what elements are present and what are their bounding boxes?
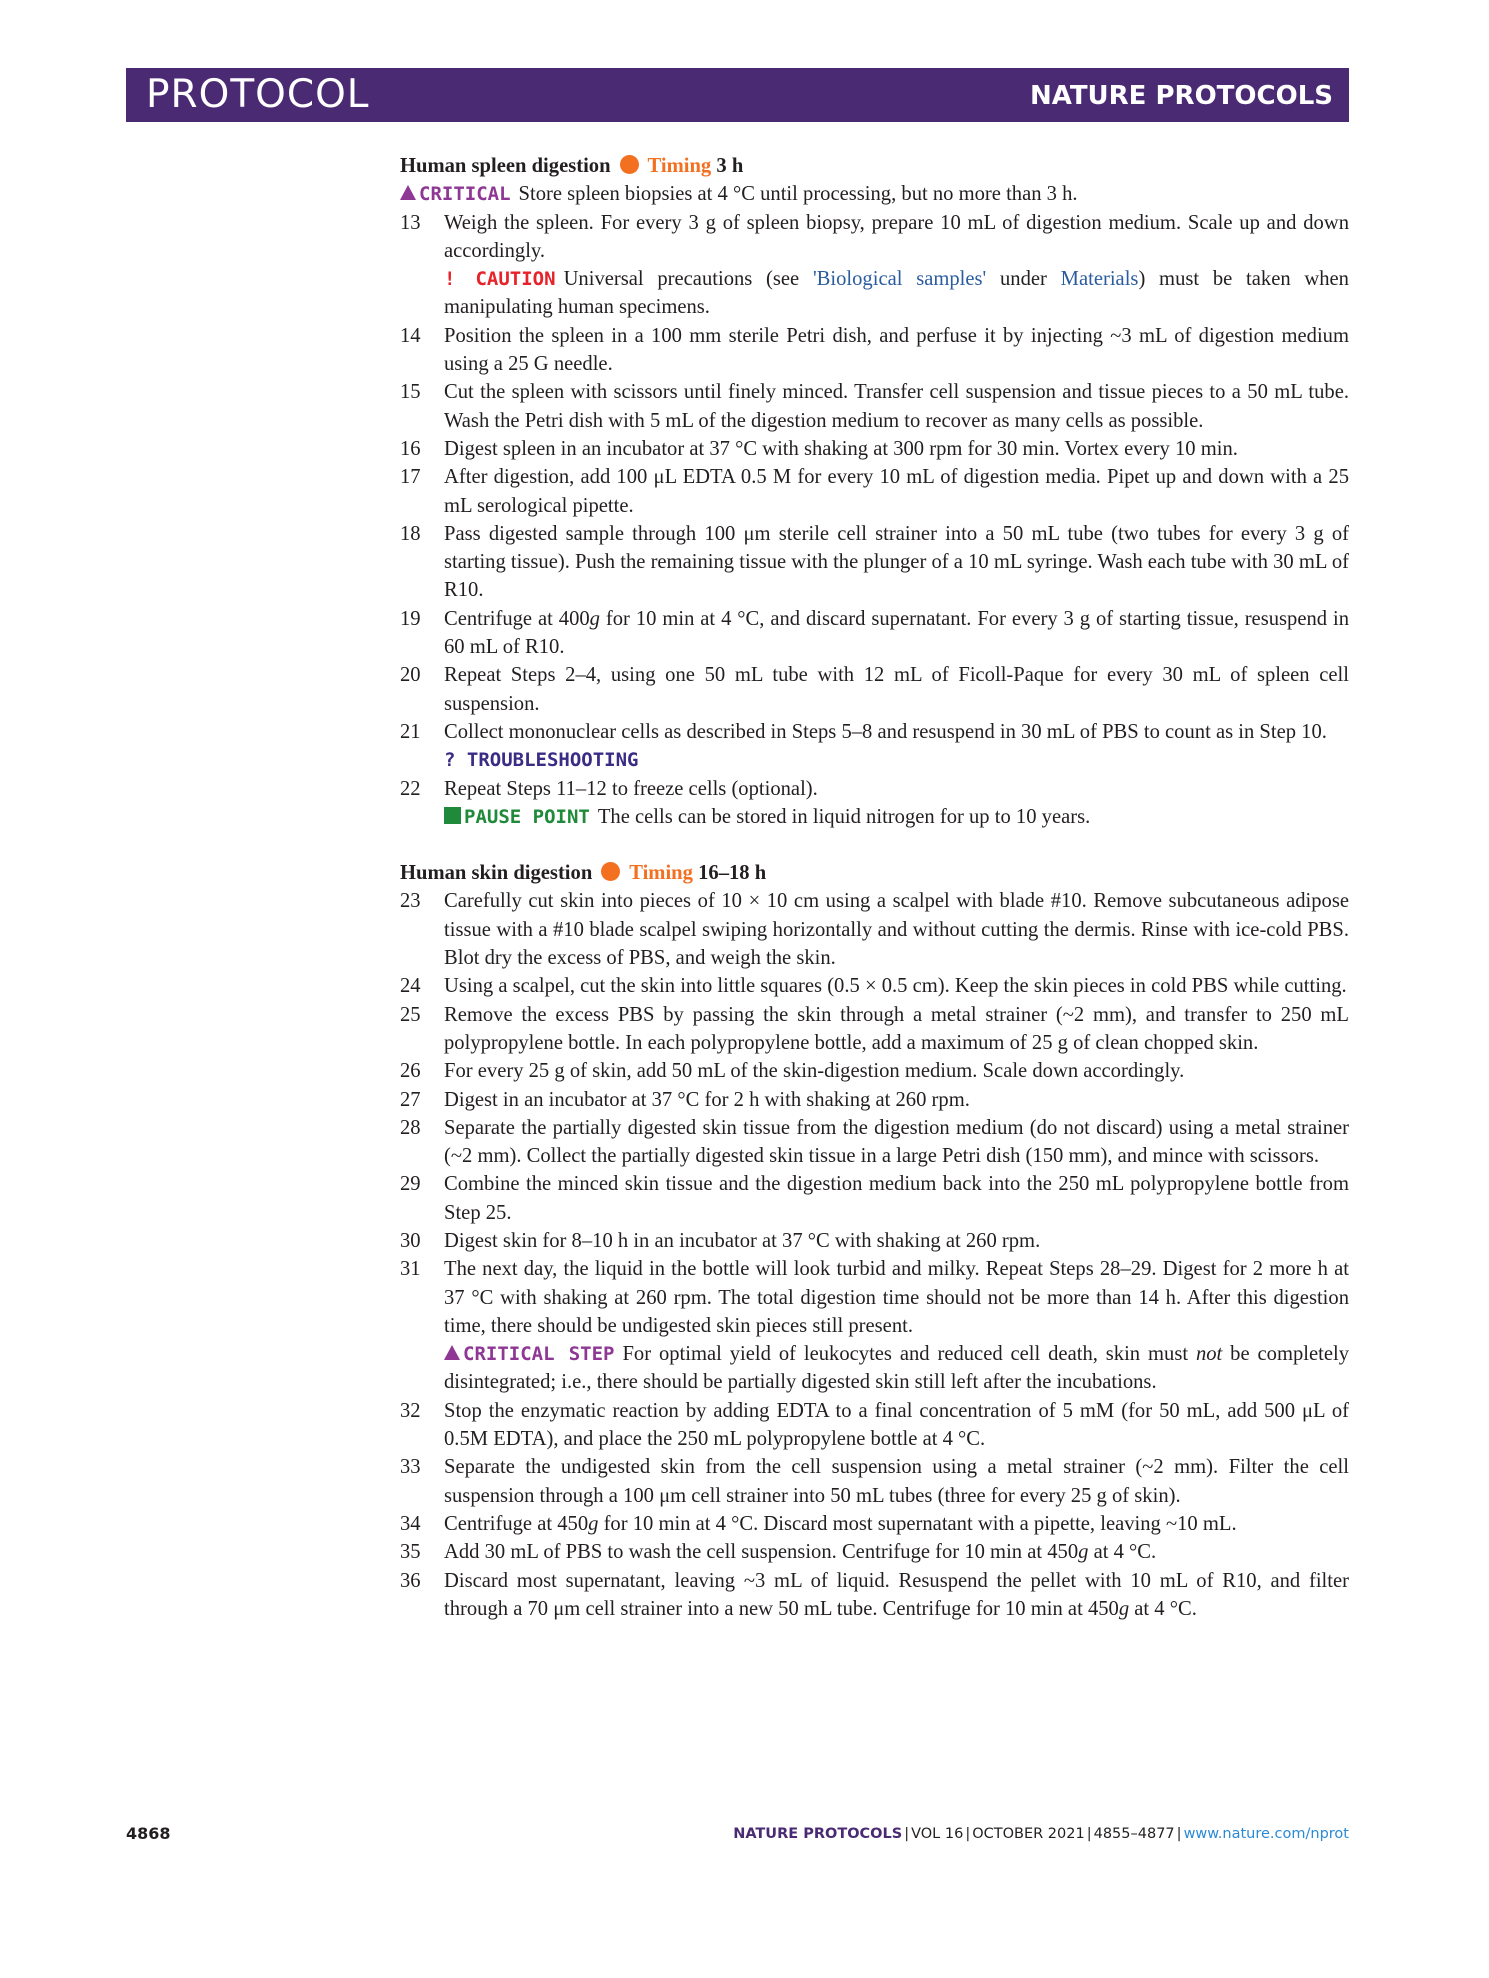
caution-text: under [986,268,1061,291]
step-text: Carefully cut skin into pieces of 10 × 10 cm using a scalpel with blade #10. Remove subcutaneous adipose tissue with a #10 blade scalpel swiping horizontally and without cutting the dermis. Rinse with ice-cold PBS. Blot dry the excess of PBS, and weigh the skin. [444,890,1349,970]
footer-pages: 4855–4877 [1093,1826,1175,1842]
page-number: 4868 [126,1824,171,1843]
critical-triangle-icon [444,1345,460,1360]
step-number: 36 [400,1569,421,1592]
pause-point-note [400,803,1349,831]
step-21 [400,718,1349,746]
step-text: Digest in an incubator at 37 °C for 2 h with shaking at 260 rpm. [444,1088,970,1111]
step-number: 20 [400,664,421,687]
step-number: 18 [400,522,421,545]
critical-step-emphasis: not [1195,1343,1223,1366]
step-19 [400,605,1349,662]
step-number: 28 [400,1116,421,1139]
step-text: Discard most supernatant, leaving ~3 mL of liquid. Resuspend the pellet with 10 mL of R10, and filter through a 70 μm cell strainer into a new 50 mL tube. Centrifuge for 10 min at 450g at 4 °C. [444,1569,1349,1620]
step-text: Weigh the spleen. For every 3 g of spleen biopsy, prepare 10 mL of digestion medium. Scale up and down accordingly. [444,211,1349,262]
step-text: Stop the enzymatic reaction by adding EDTA to a final concentration of 5 mM (for 50 mL, add 500 μL of 0.5M EDTA), and place the 250 mL polypropylene bottle at 4 °C. [444,1399,1349,1451]
step-16 [400,435,1349,463]
footer-separator: | [965,1826,971,1842]
step-number: 21 [400,720,421,743]
step-29 [400,1170,1349,1227]
step-14 [400,322,1349,379]
step-text: Centrifuge at 400g for 10 min at 4 °C, and discard supernatant. For every 3 g of starting tissue, resuspend in 60 mL of R10. [444,607,1349,659]
step-text: Digest spleen in an incubator at 37 °C with shaking at 300 rpm for 30 min. Vortex every 10 min. [444,437,1238,460]
step-number: 29 [400,1173,421,1196]
step-15 [400,378,1349,435]
step-number: 17 [400,466,421,489]
critical-text: Store spleen biopsies at 4 °C until processing, but no more than 3 h. [518,183,1078,206]
timing-value: 3 h [716,155,744,177]
step-30 [400,1227,1349,1255]
step-text: Separate the partially digested skin tissue from the digestion medium (do not discard) using a metal strainer (~2 mm). Collect the partially digested skin tissue in a large Petri dish (150 mm), and mince with scissors. [444,1116,1349,1168]
section-title: Human spleen digestion [400,155,611,177]
step-text: Separate the undigested skin from the cell suspension using a metal strainer (~2 mm). Filter the cell suspension through a 100 μm cell strainer into 50 mL tubes (three for every 25 g of skin). [444,1456,1349,1507]
biological-samples-link[interactable]: 'Biological samples' [812,268,987,291]
step-24 [400,972,1349,1000]
footer-journal: NATURE PROTOCOLS [733,1826,903,1842]
critical-step-keyword: CRITICAL STEP [463,1343,615,1366]
timing-value: 16–18 h [698,862,767,885]
critical-step-note [400,1340,1349,1397]
critical-keyword: CRITICAL [419,183,511,206]
step-number: 27 [400,1088,421,1111]
page-content [400,152,1349,1623]
critical-step-text: For optimal yield of leukocytes and reduced cell death, skin must [622,1343,1196,1366]
step-number: 35 [400,1541,421,1564]
header-banner [126,68,1349,122]
footer-url-link[interactable]: www.nature.com/nprot [1183,1826,1349,1842]
step-number: 34 [400,1512,421,1535]
pause-text: The cells can be stored in liquid nitrogen for up to 10 years. [597,805,1091,828]
step-number: 19 [400,607,421,630]
step-number: 26 [400,1060,421,1083]
step-35 [400,1538,1349,1566]
step-text: For every 25 g of skin, add 50 mL of the skin-digestion medium. Scale down accordingly. [444,1060,1185,1083]
step-number: 30 [400,1229,421,1252]
step-20 [400,661,1349,718]
caution-keyword: ! CAUTION [444,268,556,291]
section-heading-spleen [400,152,1349,180]
footer-citation [733,1826,1349,1842]
section-label: PROTOCOL [146,72,370,117]
caution-text: Universal precautions (see [563,268,813,291]
step-text: Collect mononuclear cells as described in Steps 5–8 and resuspend in 30 mL of PBS to count as in Step 10. [444,720,1327,743]
step-number: 15 [400,381,421,404]
step-31 [400,1255,1349,1340]
timing-label: Timing [629,862,693,885]
step-17 [400,463,1349,520]
step-33 [400,1453,1349,1510]
materials-link[interactable]: Materials [1060,268,1139,291]
critical-triangle-icon [400,185,416,200]
step-28 [400,1114,1349,1171]
caution-text: ) must be taken when manipulating human specimens. [444,268,1349,319]
step-text: The next day, the liquid in the bottle will look turbid and milky. Repeat Steps 28–29. Digest for 2 more h at 37 °C with shaking at 260 rpm. The total digestion time should not be more than 14 h. After this digestion time, there should be undigested skin pieces still present. [444,1258,1349,1337]
step-text: Digest skin for 8–10 h in an incubator at 37 °C with shaking at 260 rpm. [444,1229,1041,1252]
step-number: 32 [400,1399,421,1422]
section-heading-skin [400,859,1349,887]
step-36 [400,1567,1349,1624]
footer-separator: | [1176,1826,1182,1842]
step-text: Pass digested sample through 100 μm sterile cell strainer into a 50 mL tube (two tubes for every 3 g of starting tissue). Push the remaining tissue with the plunger of a 10 mL syringe. Wash each tube with 30 mL of R10. [444,522,1349,602]
critical-note [400,180,1349,208]
timing-dot-icon [620,155,639,174]
step-23 [400,887,1349,972]
troubleshooting-note [400,746,1349,774]
step-number: 24 [400,975,421,998]
step-number: 25 [400,1003,421,1026]
step-text: Add 30 mL of PBS to wash the cell suspension. Centrifuge for 10 min at 450g at 4 °C. [444,1541,1157,1564]
step-text: Remove the excess PBS by passing the skin through a metal strainer (~2 mm), and transfer to 250 mL polypropylene bottle. In each polypropylene bottle, add a maximum of 25 g of clean chopped skin. [444,1003,1349,1054]
timing-dot-icon [601,862,620,881]
step-34 [400,1510,1349,1538]
step-number: 14 [400,324,421,347]
footer-separator: | [904,1826,910,1842]
step-number: 33 [400,1456,421,1479]
section-gap [400,831,1349,859]
critical-step-text: be completely disintegrated; i.e., there should be partially digested skin still left after the incubations. [444,1343,1349,1394]
step-text: Repeat Steps 2–4, using one 50 mL tube with 12 mL of Ficoll-Paque for every 30 mL of spleen cell suspension. [444,664,1349,715]
step-27 [400,1086,1349,1114]
pause-keyword: PAUSE POINT [464,805,590,828]
step-13 [400,209,1349,266]
footer-date: OCTOBER 2021 [972,1826,1085,1842]
pause-square-icon [444,807,461,824]
step-number: 22 [400,777,421,800]
step-text: Position the spleen in a 100 mm sterile Petri dish, and perfuse it by injecting ~3 mL of digestion medium using a 25 G needle. [444,324,1349,376]
troubleshooting-keyword: ? TROUBLESHOOTING [444,749,639,772]
step-text: Combine the minced skin tissue and the digestion medium back into the 250 mL polypropylene bottle from Step 25. [444,1173,1349,1224]
step-26 [400,1057,1349,1085]
footer-separator: | [1086,1826,1092,1842]
step-18 [400,520,1349,605]
step-number: 23 [400,890,421,913]
step-text: Repeat Steps 11–12 to freeze cells (optional). [444,777,818,800]
step-25 [400,1001,1349,1058]
step-22 [400,775,1349,803]
step-text: Centrifuge at 450g for 10 min at 4 °C. Discard most supernatant with a pipette, leaving ~10 mL. [444,1512,1237,1535]
timing-label: Timing [647,155,712,177]
footer-volume: VOL 16 [911,1826,964,1842]
journal-label: NATURE PROTOCOLS [1029,81,1333,111]
section-title: Human skin digestion [400,862,593,885]
step-number: 31 [400,1258,421,1281]
step-32 [400,1397,1349,1454]
step-text: After digestion, add 100 μL EDTA 0.5 M for every 10 mL of digestion media. Pipet up and down with a 25 mL serological pipette. [444,466,1349,517]
step-text: Cut the spleen with scissors until finely minced. Transfer cell suspension and tissue pieces to a 50 mL tube. Wash the Petri dish with 5 mL of the digestion medium to recover as many cells as possible. [444,381,1349,432]
caution-note [400,265,1349,322]
step-text: Using a scalpel, cut the skin into little squares (0.5 × 0.5 cm). Keep the skin pieces in cold PBS while cutting. [444,975,1347,998]
step-number: 16 [400,437,421,460]
step-number: 13 [400,211,421,234]
